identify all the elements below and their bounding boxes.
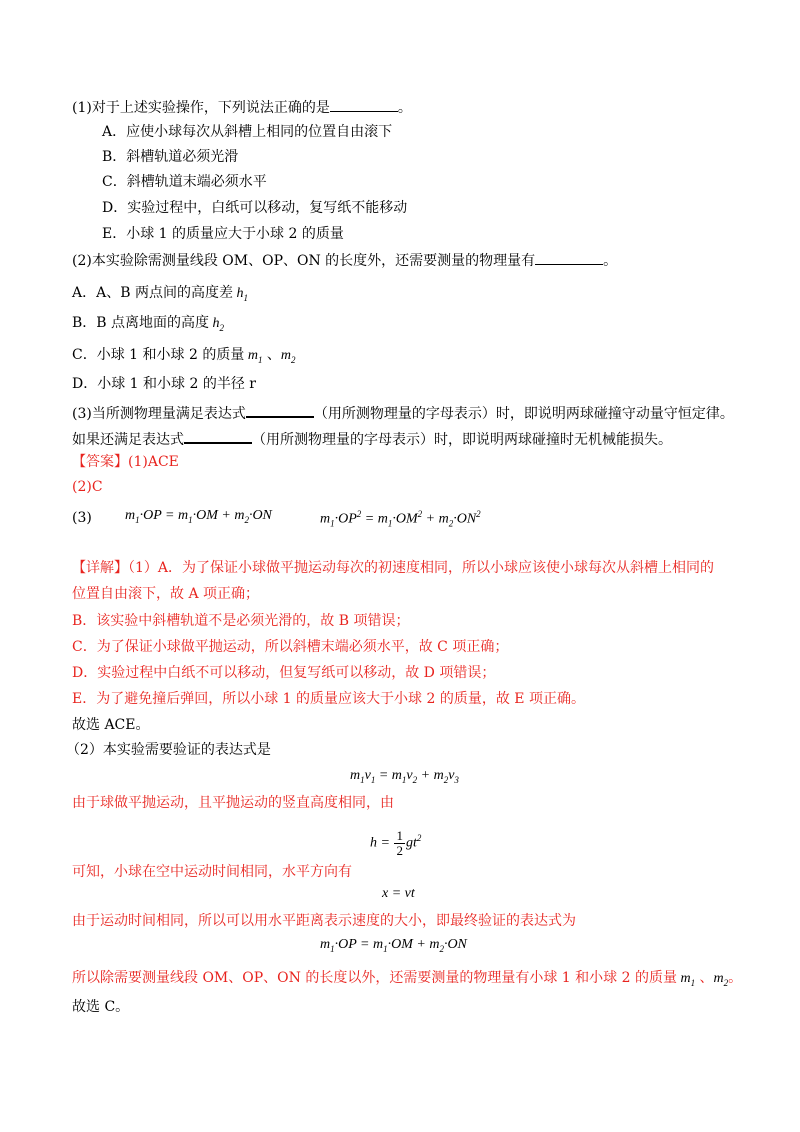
q2-option-b: B．B 点离地面的高度 $h_2$ [72, 315, 225, 333]
q3-blank-2 [184, 428, 252, 444]
q1-option-a: A．应使小球每次从斜槽上相同的位置自由滚下 [102, 124, 393, 140]
q1-stem: (1)对于上述实验操作，下列说法正确的是 。 [72, 97, 412, 118]
detail-p9: 可知，小球在空中运动时间相同，水平方向有 [72, 864, 352, 880]
answer-equation-momentum: $m_1\cdot OP = m_1\cdot OM + m_2\cdot ON$ [125, 508, 272, 525]
equation-final: $m_1\cdot OP = m_1\cdot OM + m_2\cdot ON$ [320, 937, 467, 954]
equation-height: h = $\frac{1}{2}$ $gt^2$ [370, 827, 422, 858]
equation-momentum-velocity: $m_1v_1 = m_1v_2 + m_2v_3$ [350, 768, 459, 785]
detail-label: 【详解】 [72, 560, 128, 576]
q2-option-a: A．A、B 两点间的高度差 $h_1$ [72, 285, 248, 303]
detail-p2: B．该实验中斜槽轨道不是必须光滑的，故 B 项错误； [72, 613, 410, 629]
detail-p8: 由于球做平抛运动，且平抛运动的竖直高度相同，由 [72, 795, 394, 811]
answer-line-2: (2)C [72, 479, 103, 495]
answer-line-3: (3) [72, 510, 92, 526]
detail-p1b: 位置自由滚下，故 A 项正确； [72, 586, 260, 602]
q1-option-c: C．斜槽轨道末端必须水平 [102, 174, 267, 190]
q2-blank [535, 250, 603, 265]
detail-p11: 所以除需要测量线段 OM、OP、ON 的长度以外，还需要测量的物理量有小球 1 和小球 2 的质量 $m_1$ 、$m_2$。 [72, 970, 743, 988]
q1-option-e: E．小球 1 的质量应大于小球 2 的质量 [102, 226, 344, 242]
q2-stem: (2)本实验除需测量线段 OM、OP、ON 的长度外，还需要测量的物理量有 。 [72, 250, 617, 271]
equation-distance: x = vt [382, 886, 415, 901]
q3-line1: (3)当所测物理量满足表达式 （用所测物理量的字母表示）时，即说明两球碰撞守动量守恒定律。 [72, 402, 734, 424]
answer-equation-energy: $m_1\cdot OP^2 = m_1\cdot OM^2 + m_2\cdot ON^2$ [320, 509, 481, 529]
answer-label: 【答案】 [72, 454, 128, 470]
q1-blank [330, 97, 398, 112]
answer-line-1: 【答案】(1)ACE [72, 454, 179, 470]
detail-p10: 由于运动时间相同，所以可以用水平距离表示速度的大小，即最终验证的表达式为 [72, 913, 576, 929]
detail-p5: E．为了避免撞后弹回，所以小球 1 的质量应该大于小球 2 的质量，故 E 项正确。 [72, 691, 585, 707]
detail-p6: 故选 ACE。 [72, 717, 150, 733]
q2-option-d: D．小球 1 和小球 2 的半径 r [72, 376, 256, 392]
detail-p3: C．为了保证小球做平抛运动，所以斜槽末端必须水平，故 C 项正确； [72, 639, 509, 655]
q2-option-c: C．小球 1 和小球 2 的质量 $m_1$ 、$m_2$ [72, 347, 296, 365]
q3-blank-1 [246, 402, 314, 418]
q3-line2: 如果还满足表达式 （用所测物理量的字母表示）时，即说明两球碰撞时无机械能损失。 [72, 428, 672, 450]
detail-p7: （2）本实验需要验证的表达式是 [66, 742, 271, 758]
detail-p1: 【详解】（1）A．为了保证小球做平抛运动每次的初速度相同，所以小球应该使小球每次从斜槽上相同的 [72, 560, 715, 576]
detail-p12: 故选 C。 [72, 999, 130, 1015]
q1-option-b: B．斜槽轨道必须光滑 [102, 149, 239, 165]
detail-p4: D．实验过程中白纸不可以移动，但复写纸可以移动，故 D 项错误； [72, 665, 496, 681]
q1-option-d: D．实验过程中，白纸可以移动，复写纸不能移动 [102, 200, 408, 216]
